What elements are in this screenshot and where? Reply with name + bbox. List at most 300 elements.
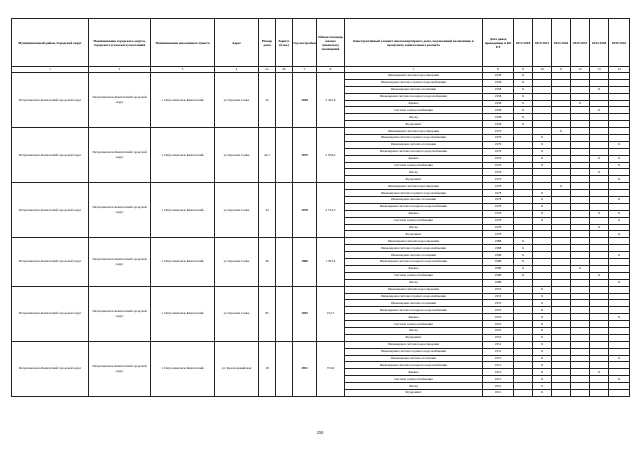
period-mark-cell: X: [609, 197, 630, 204]
period-mark-cell: [609, 341, 630, 348]
period-mark-cell: X: [533, 148, 552, 155]
table-row: [12, 128, 630, 135]
period-mark-cell: [552, 259, 571, 266]
period-mark-cell: [571, 183, 590, 190]
inclusion-date-cell: 1979: [483, 135, 514, 142]
column-number: 7: [345, 67, 483, 73]
period-mark-cell: [571, 355, 590, 362]
period-mark-cell: [590, 286, 609, 293]
element-cell: Инженерная система холодного водоснабжения: [345, 307, 483, 314]
table-row: [12, 286, 630, 293]
period-mark-cell: [533, 121, 552, 128]
period-mark-cell: [552, 286, 571, 293]
period-mark-cell: [571, 86, 590, 93]
period-mark-cell: [552, 86, 571, 93]
inclusion-date-cell: 1988: [483, 238, 514, 245]
period-mark-cell: [571, 128, 590, 135]
inclusion-date-cell: 1978: [483, 224, 514, 231]
period-mark-cell: [590, 348, 609, 355]
period-mark-cell: [514, 190, 533, 197]
period-mark-cell: [571, 389, 590, 396]
period-mark-cell: [571, 259, 590, 266]
year-built-cell: 1951: [293, 341, 317, 396]
period-mark-cell: X: [533, 369, 552, 376]
period-mark-cell: X: [533, 355, 552, 362]
period-mark-cell: [571, 293, 590, 300]
period-mark-cell: [571, 169, 590, 176]
period-mark-cell: [590, 383, 609, 390]
period-mark-cell: [609, 121, 630, 128]
period-mark-cell: [590, 73, 609, 80]
period-mark-cell: [552, 203, 571, 210]
period-mark-cell: [514, 362, 533, 369]
period-mark-cell: X: [533, 135, 552, 142]
period-mark-cell: X: [514, 107, 533, 114]
period-mark-cell: [533, 259, 552, 266]
period-mark-cell: [590, 389, 609, 396]
settlement-cell: Петропавловск-Камчатский городской округ: [89, 128, 151, 183]
element-cell: Инженерная система отопления: [345, 141, 483, 148]
period-mark-cell: [533, 183, 552, 190]
repair-program-table: [11, 18, 630, 397]
element-cell: Инженерная система водоотведения: [345, 183, 483, 190]
period-mark-cell: [590, 245, 609, 252]
period-mark-cell: X: [533, 376, 552, 383]
period-mark-cell: X: [590, 272, 609, 279]
period-mark-cell: [533, 79, 552, 86]
element-cell: Инженерная система горячего водоснабжения: [345, 348, 483, 355]
period-mark-cell: X: [533, 383, 552, 390]
inclusion-date-cell: 1951: [483, 376, 514, 383]
table-body: [12, 73, 630, 397]
period-mark-cell: [514, 176, 533, 183]
period-mark-cell: [571, 327, 590, 334]
period-mark-cell: [552, 169, 571, 176]
address-cell: ул. Красная Сопка: [215, 183, 259, 238]
period-mark-cell: [590, 190, 609, 197]
period-mark-cell: [552, 79, 571, 86]
period-mark-cell: [571, 148, 590, 155]
period-mark-cell: [571, 272, 590, 279]
header-period: 2014 2018: [514, 19, 533, 67]
period-mark-cell: X: [552, 128, 571, 135]
period-mark-cell: [533, 73, 552, 80]
address-cell: ул. Красная Сопка: [215, 128, 259, 183]
period-mark-cell: [609, 114, 630, 121]
period-mark-cell: [552, 224, 571, 231]
inclusion-date-cell: 1958: [483, 86, 514, 93]
period-mark-cell: [590, 148, 609, 155]
period-mark-cell: [571, 155, 590, 162]
period-mark-cell: [571, 93, 590, 100]
period-mark-cell: [514, 141, 533, 148]
period-mark-cell: X: [552, 183, 571, 190]
period-mark-cell: [552, 293, 571, 300]
period-mark-cell: [609, 183, 630, 190]
table-row: [12, 341, 630, 348]
period-mark-cell: [514, 148, 533, 155]
inclusion-date-cell: 1955: [483, 286, 514, 293]
period-mark-cell: [571, 114, 590, 121]
inclusion-date-cell: 1951: [483, 355, 514, 362]
locality-cell: г. Петропавловск-Камчатский: [151, 238, 215, 286]
element-cell: Инженерная система водоотведения: [345, 341, 483, 348]
period-mark-cell: X: [609, 252, 630, 259]
period-mark-cell: [590, 327, 609, 334]
period-mark-cell: [590, 362, 609, 369]
element-cell: Инженерная система горячего водоснабжения: [345, 293, 483, 300]
period-mark-cell: [590, 183, 609, 190]
period-mark-cell: [571, 73, 590, 80]
period-mark-cell: [552, 231, 571, 238]
element-cell: Крыша: [345, 210, 483, 217]
period-mark-cell: [552, 376, 571, 383]
period-mark-cell: [571, 217, 590, 224]
column-number: 3: [151, 67, 215, 73]
period-mark-cell: X: [514, 245, 533, 252]
period-mark-cell: [533, 176, 552, 183]
period-mark-cell: X: [514, 86, 533, 93]
house-number-cell: 42/1: [259, 128, 276, 183]
year-built-cell: 1988: [293, 238, 317, 286]
period-mark-cell: [571, 307, 590, 314]
period-mark-cell: [609, 107, 630, 114]
inclusion-date-cell: 1955: [483, 314, 514, 321]
period-mark-cell: [609, 245, 630, 252]
period-mark-cell: [514, 293, 533, 300]
column-number: 1: [12, 67, 89, 73]
period-mark-cell: [571, 121, 590, 128]
period-mark-cell: [552, 327, 571, 334]
period-mark-cell: [514, 389, 533, 396]
period-mark-cell: [552, 141, 571, 148]
period-mark-cell: X: [533, 362, 552, 369]
period-mark-cell: [533, 272, 552, 279]
period-mark-cell: [514, 348, 533, 355]
column-number: 14: [609, 67, 630, 73]
element-cell: Инженерная система водоотведения: [345, 238, 483, 245]
column-number: 13: [590, 67, 609, 73]
period-mark-cell: [609, 307, 630, 314]
element-cell: Инженерная система холодного водоснабжения: [345, 203, 483, 210]
period-mark-cell: [590, 307, 609, 314]
municipality-cell: Петропавловск-Камчатский городской округ: [12, 183, 89, 238]
header-municipality: Муниципальный район, Городской округ: [12, 19, 89, 67]
element-cell: Фундамент: [345, 121, 483, 128]
header-period: 2024 2026: [552, 19, 571, 67]
column-number: 11: [552, 67, 571, 73]
element-cell: Система электроснабжения: [345, 272, 483, 279]
korpus-cell: [276, 341, 293, 396]
header-locality: Наименование населенного пункта: [151, 19, 215, 67]
column-number: 8: [483, 67, 514, 73]
element-cell: Фундамент: [345, 231, 483, 238]
period-mark-cell: [514, 155, 533, 162]
period-mark-cell: [514, 286, 533, 293]
period-mark-cell: [590, 176, 609, 183]
period-mark-cell: [552, 162, 571, 169]
inclusion-date-cell: 1979: [483, 141, 514, 148]
element-cell: Инженерная система холодного водоснабжения: [345, 93, 483, 100]
period-mark-cell: [609, 389, 630, 396]
period-mark-cell: [609, 128, 630, 135]
municipality-cell: Петропавловск-Камчатский городской округ: [12, 286, 89, 341]
period-mark-cell: [514, 162, 533, 169]
element-cell: Система электроснабжения: [345, 321, 483, 328]
period-mark-cell: X: [514, 79, 533, 86]
period-mark-cell: [609, 238, 630, 245]
inclusion-date-cell: 1979: [483, 162, 514, 169]
period-mark-cell: [552, 252, 571, 259]
header-korpus: Корпус (блок): [276, 19, 293, 67]
period-mark-cell: X: [533, 217, 552, 224]
period-mark-cell: [609, 362, 630, 369]
period-mark-cell: [552, 190, 571, 197]
period-mark-cell: [552, 210, 571, 217]
element-cell: Инженерная система водоотведения: [345, 73, 483, 80]
header-settlement: Наименование городского округа, городского (сельского) поселения: [89, 19, 151, 67]
inclusion-date-cell: 1951: [483, 348, 514, 355]
period-mark-cell: [514, 197, 533, 204]
period-mark-cell: [514, 128, 533, 135]
period-mark-cell: [571, 238, 590, 245]
inclusion-date-cell: 1958: [483, 114, 514, 121]
period-mark-cell: X: [533, 348, 552, 355]
period-mark-cell: [514, 300, 533, 307]
period-mark-cell: [533, 252, 552, 259]
period-mark-cell: [609, 224, 630, 231]
house-number-cell: 44: [259, 183, 276, 238]
period-mark-cell: [590, 334, 609, 341]
element-cell: Инженерная система водоотведения: [345, 286, 483, 293]
period-mark-cell: X: [590, 210, 609, 217]
period-mark-cell: [571, 197, 590, 204]
period-mark-cell: [552, 383, 571, 390]
period-mark-cell: [552, 279, 571, 286]
period-mark-cell: [514, 307, 533, 314]
period-mark-cell: [514, 334, 533, 341]
header-period: 2039 2043: [609, 19, 630, 67]
period-mark-cell: [552, 107, 571, 114]
period-mark-cell: [609, 383, 630, 390]
period-mark-cell: [514, 321, 533, 328]
period-mark-cell: [533, 93, 552, 100]
period-mark-cell: [514, 355, 533, 362]
period-mark-cell: X: [533, 293, 552, 300]
period-mark-cell: X: [609, 210, 630, 217]
element-cell: Инженерная система водоотведения: [345, 128, 483, 135]
element-cell: Инженерная система холодного водоснабжения: [345, 259, 483, 266]
period-mark-cell: [609, 259, 630, 266]
inclusion-date-cell: 1951: [483, 362, 514, 369]
period-mark-cell: [590, 252, 609, 259]
address-cell: ул. Красная Сопка: [215, 73, 259, 128]
period-mark-cell: [552, 245, 571, 252]
inclusion-date-cell: 1979: [483, 148, 514, 155]
period-mark-cell: [552, 272, 571, 279]
period-mark-cell: [552, 197, 571, 204]
period-mark-cell: [609, 93, 630, 100]
korpus-cell: [276, 128, 293, 183]
period-mark-cell: X: [514, 252, 533, 259]
period-mark-cell: [590, 128, 609, 135]
period-mark-cell: [590, 121, 609, 128]
period-mark-cell: [590, 231, 609, 238]
period-mark-cell: [514, 314, 533, 321]
period-mark-cell: [533, 231, 552, 238]
element-cell: Крыша: [345, 100, 483, 107]
inclusion-date-cell: 1979: [483, 128, 514, 135]
period-mark-cell: [590, 265, 609, 272]
element-cell: Фасад: [345, 327, 483, 334]
period-mark-cell: [514, 169, 533, 176]
element-cell: Фасад: [345, 279, 483, 286]
element-cell: Крыша: [345, 314, 483, 321]
period-mark-cell: [590, 238, 609, 245]
korpus-cell: [276, 238, 293, 286]
locality-cell: г. Петропавловск-Камчатский: [151, 128, 215, 183]
period-mark-cell: X: [609, 376, 630, 383]
inclusion-date-cell: 1955: [483, 300, 514, 307]
period-mark-cell: [609, 190, 630, 197]
period-mark-cell: [533, 169, 552, 176]
period-mark-cell: X: [514, 73, 533, 80]
period-mark-cell: X: [514, 238, 533, 245]
period-mark-cell: [609, 334, 630, 341]
page-number: 250: [316, 430, 324, 435]
house-number-cell: 42: [259, 73, 276, 128]
period-mark-cell: X: [514, 272, 533, 279]
element-cell: Система электроснабжения: [345, 162, 483, 169]
period-mark-cell: [514, 383, 533, 390]
period-mark-cell: [552, 114, 571, 121]
period-mark-cell: [590, 197, 609, 204]
period-mark-cell: X: [533, 162, 552, 169]
element-cell: Инженерная система отопления: [345, 86, 483, 93]
header-elements: Конструктивный элемент многоквартирного дома, подлежащий включению в программу капитального ремонта: [345, 19, 483, 67]
inclusion-date-cell: 1951: [483, 383, 514, 390]
period-mark-cell: [514, 231, 533, 238]
period-mark-cell: X: [533, 307, 552, 314]
period-mark-cell: [514, 183, 533, 190]
period-mark-cell: [514, 341, 533, 348]
period-mark-cell: [514, 376, 533, 383]
period-mark-cell: [571, 369, 590, 376]
header-period: 2019 2021: [533, 19, 552, 67]
period-mark-cell: [552, 73, 571, 80]
municipality-cell: Петропавловск-Камчатский городской округ: [12, 341, 89, 396]
period-mark-cell: [571, 203, 590, 210]
period-mark-cell: X: [533, 327, 552, 334]
inclusion-date-cell: 1955: [483, 334, 514, 341]
period-mark-cell: [571, 383, 590, 390]
inclusion-date-cell: 1958: [483, 93, 514, 100]
column-number: 12: [571, 67, 590, 73]
korpus-cell: [276, 183, 293, 238]
element-cell: Инженерная система горячего водоснабжения: [345, 190, 483, 197]
period-mark-cell: [514, 279, 533, 286]
header-year-built: Год постройки: [293, 19, 317, 67]
area-cell: 152,7: [317, 286, 345, 341]
period-mark-cell: [552, 300, 571, 307]
locality-cell: г. Петропавловск-Камчатский: [151, 73, 215, 128]
period-mark-cell: [552, 341, 571, 348]
year-built-cell: 1978: [293, 183, 317, 238]
period-mark-cell: [590, 355, 609, 362]
settlement-cell: Петропавловск-Камчатский городской округ: [89, 73, 151, 128]
period-mark-cell: [533, 265, 552, 272]
period-mark-cell: X: [514, 93, 533, 100]
locality-cell: г. Петропавловск-Камчатский: [151, 183, 215, 238]
period-mark-cell: [571, 224, 590, 231]
period-mark-cell: [609, 321, 630, 328]
period-mark-cell: X: [533, 141, 552, 148]
period-mark-cell: [552, 348, 571, 355]
period-mark-cell: X: [609, 141, 630, 148]
period-mark-cell: X: [609, 355, 630, 362]
period-mark-cell: [552, 176, 571, 183]
element-cell: Крыша: [345, 155, 483, 162]
inclusion-date-cell: 1988: [483, 252, 514, 259]
period-mark-cell: X: [609, 176, 630, 183]
element-cell: Фундамент: [345, 176, 483, 183]
period-mark-cell: [552, 217, 571, 224]
period-mark-cell: X: [533, 155, 552, 162]
header-period: 2034 2038: [590, 19, 609, 67]
period-mark-cell: [552, 238, 571, 245]
period-mark-cell: [571, 210, 590, 217]
period-mark-cell: [609, 300, 630, 307]
inclusion-date-cell: 1955: [483, 321, 514, 328]
inclusion-date-cell: 1988: [483, 245, 514, 252]
period-mark-cell: X: [609, 231, 630, 238]
korpus-cell: [276, 73, 293, 128]
inclusion-date-cell: 1979: [483, 155, 514, 162]
year-built-cell: 1955: [293, 286, 317, 341]
inclusion-date-cell: 1955: [483, 327, 514, 334]
period-mark-cell: [590, 141, 609, 148]
element-cell: Инженерная система горячего водоснабжения: [345, 135, 483, 142]
period-mark-cell: [571, 279, 590, 286]
year-built-cell: 1958: [293, 73, 317, 128]
period-mark-cell: [552, 135, 571, 142]
period-mark-cell: [514, 210, 533, 217]
settlement-cell: Петропавловск-Камчатский городской округ: [89, 238, 151, 286]
period-mark-cell: [609, 265, 630, 272]
period-mark-cell: [590, 314, 609, 321]
period-mark-cell: [552, 155, 571, 162]
period-mark-cell: [552, 100, 571, 107]
inclusion-date-cell: 1951: [483, 341, 514, 348]
inclusion-date-cell: 1958: [483, 73, 514, 80]
inclusion-date-cell: 1978: [483, 217, 514, 224]
period-mark-cell: [590, 79, 609, 86]
header-period: 2029 2033: [571, 19, 590, 67]
period-mark-cell: X: [533, 321, 552, 328]
period-mark-cell: [552, 389, 571, 396]
inclusion-date-cell: 1988: [483, 265, 514, 272]
period-mark-cell: [571, 107, 590, 114]
period-mark-cell: [590, 100, 609, 107]
inclusion-date-cell: 1978: [483, 203, 514, 210]
period-mark-cell: [514, 224, 533, 231]
period-mark-cell: X: [590, 107, 609, 114]
period-mark-cell: [571, 79, 590, 86]
period-mark-cell: [552, 314, 571, 321]
header-address: Адрес: [215, 19, 259, 67]
period-mark-cell: [533, 114, 552, 121]
period-mark-cell: [590, 321, 609, 328]
